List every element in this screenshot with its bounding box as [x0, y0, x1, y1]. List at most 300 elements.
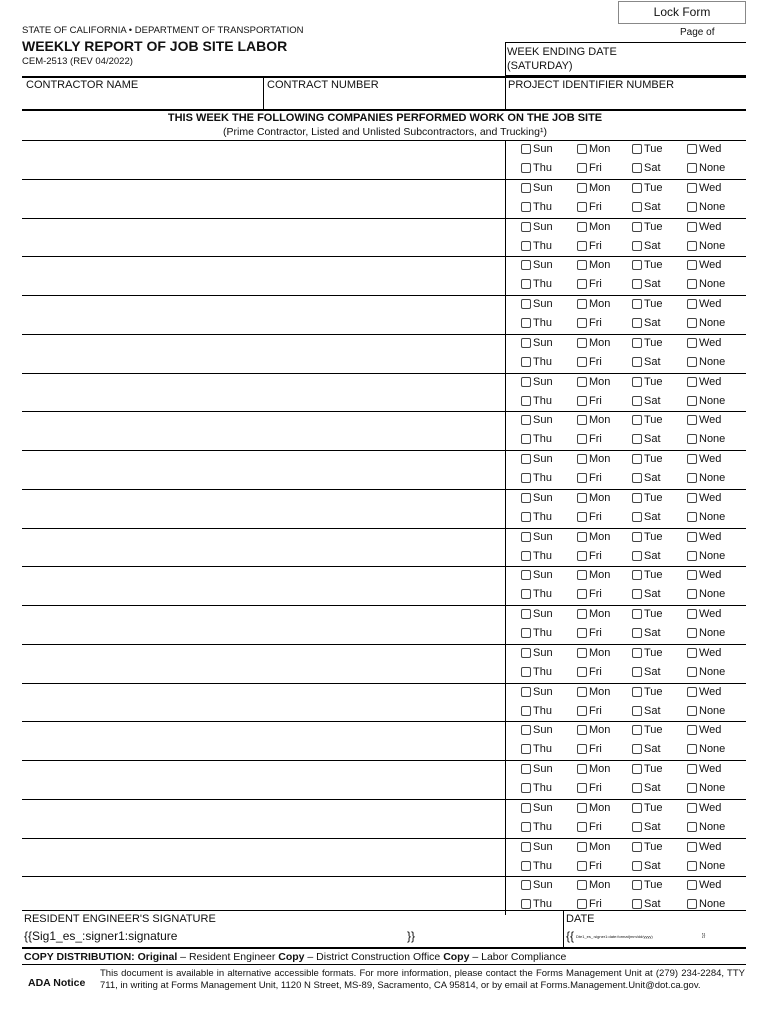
day-checkbox-sun[interactable]	[521, 221, 553, 233]
checkbox-icon[interactable]	[577, 706, 587, 716]
checkbox-icon[interactable]	[687, 396, 697, 406]
checkbox-icon[interactable]	[577, 783, 587, 793]
day-checkbox-wed[interactable]	[687, 531, 721, 543]
checkbox-icon[interactable]	[632, 687, 642, 697]
checkbox-icon[interactable]	[687, 899, 697, 909]
day-checkbox-fri[interactable]	[577, 511, 602, 523]
day-checkbox-sun[interactable]	[521, 879, 553, 891]
checkbox-icon[interactable]	[521, 357, 531, 367]
day-checkbox-mon[interactable]	[577, 221, 610, 233]
day-checkbox-fri[interactable]	[577, 860, 602, 872]
checkbox-icon[interactable]	[577, 299, 587, 309]
day-checkbox-fri[interactable]	[577, 433, 602, 445]
checkbox-icon[interactable]	[687, 648, 697, 658]
checkbox-icon[interactable]	[521, 512, 531, 522]
day-checkbox-none[interactable]	[687, 472, 725, 484]
checkbox-icon[interactable]	[687, 822, 697, 832]
checkbox-icon[interactable]	[632, 822, 642, 832]
day-checkbox-fri[interactable]	[577, 705, 602, 717]
checkbox-icon[interactable]	[577, 396, 587, 406]
day-checkbox-none[interactable]	[687, 395, 725, 407]
checkbox-icon[interactable]	[521, 377, 531, 387]
checkbox-icon[interactable]	[577, 570, 587, 580]
checkbox-icon[interactable]	[577, 279, 587, 289]
checkbox-icon[interactable]	[632, 551, 642, 561]
company-name-field[interactable]	[24, 141, 502, 178]
checkbox-icon[interactable]	[632, 861, 642, 871]
checkbox-icon[interactable]	[577, 764, 587, 774]
company-name-field[interactable]	[24, 180, 502, 217]
day-checkbox-wed[interactable]	[687, 298, 721, 310]
day-checkbox-thu[interactable]	[521, 898, 552, 910]
day-checkbox-wed[interactable]	[687, 686, 721, 698]
day-checkbox-tue[interactable]	[632, 182, 663, 194]
day-checkbox-wed[interactable]	[687, 453, 721, 465]
checkbox-icon[interactable]	[521, 803, 531, 813]
day-checkbox-wed[interactable]	[687, 414, 721, 426]
checkbox-icon[interactable]	[577, 725, 587, 735]
day-checkbox-thu[interactable]	[521, 356, 552, 368]
day-checkbox-mon[interactable]	[577, 337, 610, 349]
checkbox-icon[interactable]	[521, 744, 531, 754]
day-checkbox-none[interactable]	[687, 898, 725, 910]
checkbox-icon[interactable]	[521, 396, 531, 406]
day-checkbox-thu[interactable]	[521, 240, 552, 252]
day-checkbox-none[interactable]	[687, 511, 725, 523]
checkbox-icon[interactable]	[632, 183, 642, 193]
day-checkbox-sun[interactable]	[521, 453, 553, 465]
checkbox-icon[interactable]	[632, 899, 642, 909]
checkbox-icon[interactable]	[687, 512, 697, 522]
day-checkbox-sun[interactable]	[521, 414, 553, 426]
checkbox-icon[interactable]	[687, 241, 697, 251]
day-checkbox-mon[interactable]	[577, 569, 610, 581]
day-checkbox-sat[interactable]	[632, 550, 661, 562]
day-checkbox-mon[interactable]	[577, 686, 610, 698]
day-checkbox-thu[interactable]	[521, 201, 552, 213]
day-checkbox-sun[interactable]	[521, 841, 553, 853]
day-checkbox-none[interactable]	[687, 550, 725, 562]
day-checkbox-sat[interactable]	[632, 317, 661, 329]
day-checkbox-fri[interactable]	[577, 278, 602, 290]
checkbox-icon[interactable]	[687, 202, 697, 212]
company-name-field[interactable]	[24, 374, 502, 411]
day-checkbox-thu[interactable]	[521, 278, 552, 290]
day-checkbox-sun[interactable]	[521, 608, 553, 620]
day-checkbox-wed[interactable]	[687, 724, 721, 736]
checkbox-icon[interactable]	[521, 725, 531, 735]
checkbox-icon[interactable]	[687, 551, 697, 561]
day-checkbox-thu[interactable]	[521, 511, 552, 523]
checkbox-icon[interactable]	[632, 241, 642, 251]
checkbox-icon[interactable]	[632, 338, 642, 348]
day-checkbox-mon[interactable]	[577, 531, 610, 543]
day-checkbox-sat[interactable]	[632, 356, 661, 368]
day-checkbox-sat[interactable]	[632, 782, 661, 794]
day-checkbox-fri[interactable]	[577, 666, 602, 678]
checkbox-icon[interactable]	[632, 377, 642, 387]
day-checkbox-sun[interactable]	[521, 531, 553, 543]
day-checkbox-wed[interactable]	[687, 337, 721, 349]
checkbox-icon[interactable]	[521, 299, 531, 309]
checkbox-icon[interactable]	[632, 589, 642, 599]
day-checkbox-tue[interactable]	[632, 608, 663, 620]
day-checkbox-tue[interactable]	[632, 453, 663, 465]
checkbox-icon[interactable]	[577, 822, 587, 832]
company-name-field[interactable]	[24, 761, 502, 798]
day-checkbox-wed[interactable]	[687, 492, 721, 504]
day-checkbox-none[interactable]	[687, 588, 725, 600]
company-name-field[interactable]	[24, 257, 502, 294]
checkbox-icon[interactable]	[521, 861, 531, 871]
day-checkbox-mon[interactable]	[577, 763, 610, 775]
day-checkbox-fri[interactable]	[577, 201, 602, 213]
checkbox-icon[interactable]	[632, 454, 642, 464]
day-checkbox-none[interactable]	[687, 201, 725, 213]
day-checkbox-sat[interactable]	[632, 240, 661, 252]
checkbox-icon[interactable]	[632, 415, 642, 425]
checkbox-icon[interactable]	[577, 493, 587, 503]
checkbox-icon[interactable]	[577, 609, 587, 619]
day-checkbox-fri[interactable]	[577, 821, 602, 833]
checkbox-icon[interactable]	[521, 454, 531, 464]
checkbox-icon[interactable]	[577, 163, 587, 173]
checkbox-icon[interactable]	[687, 415, 697, 425]
company-name-field[interactable]	[24, 606, 502, 643]
day-checkbox-tue[interactable]	[632, 569, 663, 581]
day-checkbox-sat[interactable]	[632, 395, 661, 407]
day-checkbox-sat[interactable]	[632, 278, 661, 290]
day-checkbox-wed[interactable]	[687, 182, 721, 194]
checkbox-icon[interactable]	[577, 861, 587, 871]
day-checkbox-mon[interactable]	[577, 492, 610, 504]
day-checkbox-sat[interactable]	[632, 162, 661, 174]
checkbox-icon[interactable]	[521, 706, 531, 716]
checkbox-icon[interactable]	[521, 144, 531, 154]
company-name-field[interactable]	[24, 645, 502, 682]
checkbox-icon[interactable]	[577, 415, 587, 425]
day-checkbox-fri[interactable]	[577, 627, 602, 639]
checkbox-icon[interactable]	[521, 241, 531, 251]
checkbox-icon[interactable]	[632, 842, 642, 852]
day-checkbox-fri[interactable]	[577, 317, 602, 329]
day-checkbox-sun[interactable]	[521, 802, 553, 814]
checkbox-icon[interactable]	[521, 279, 531, 289]
checkbox-icon[interactable]	[577, 803, 587, 813]
checkbox-icon[interactable]	[577, 338, 587, 348]
checkbox-icon[interactable]	[632, 357, 642, 367]
company-name-field[interactable]	[24, 451, 502, 488]
day-checkbox-tue[interactable]	[632, 724, 663, 736]
checkbox-icon[interactable]	[521, 764, 531, 774]
day-checkbox-fri[interactable]	[577, 162, 602, 174]
checkbox-icon[interactable]	[577, 241, 587, 251]
checkbox-icon[interactable]	[521, 899, 531, 909]
day-checkbox-sat[interactable]	[632, 705, 661, 717]
checkbox-icon[interactable]	[632, 396, 642, 406]
checkbox-icon[interactable]	[577, 648, 587, 658]
company-name-field[interactable]	[24, 335, 502, 372]
checkbox-icon[interactable]	[521, 338, 531, 348]
checkbox-icon[interactable]	[577, 222, 587, 232]
checkbox-icon[interactable]	[687, 706, 697, 716]
checkbox-icon[interactable]	[687, 880, 697, 890]
checkbox-icon[interactable]	[577, 589, 587, 599]
day-checkbox-sat[interactable]	[632, 821, 661, 833]
day-checkbox-none[interactable]	[687, 782, 725, 794]
company-name-field[interactable]	[24, 412, 502, 449]
company-name-field[interactable]	[24, 684, 502, 721]
checkbox-icon[interactable]	[632, 570, 642, 580]
day-checkbox-tue[interactable]	[632, 259, 663, 271]
company-name-field[interactable]	[24, 567, 502, 604]
checkbox-icon[interactable]	[632, 628, 642, 638]
day-checkbox-mon[interactable]	[577, 298, 610, 310]
checkbox-icon[interactable]	[577, 357, 587, 367]
checkbox-icon[interactable]	[577, 454, 587, 464]
day-checkbox-thu[interactable]	[521, 433, 552, 445]
day-checkbox-tue[interactable]	[632, 686, 663, 698]
day-checkbox-wed[interactable]	[687, 879, 721, 891]
checkbox-icon[interactable]	[577, 377, 587, 387]
checkbox-icon[interactable]	[521, 880, 531, 890]
day-checkbox-sun[interactable]	[521, 724, 553, 736]
day-checkbox-fri[interactable]	[577, 782, 602, 794]
day-checkbox-mon[interactable]	[577, 143, 610, 155]
checkbox-icon[interactable]	[687, 861, 697, 871]
checkbox-icon[interactable]	[632, 434, 642, 444]
checkbox-icon[interactable]	[687, 318, 697, 328]
day-checkbox-mon[interactable]	[577, 182, 610, 194]
checkbox-icon[interactable]	[632, 783, 642, 793]
checkbox-icon[interactable]	[577, 202, 587, 212]
day-checkbox-thu[interactable]	[521, 162, 552, 174]
company-name-field[interactable]	[24, 490, 502, 527]
checkbox-icon[interactable]	[632, 144, 642, 154]
day-checkbox-wed[interactable]	[687, 763, 721, 775]
checkbox-icon[interactable]	[577, 144, 587, 154]
day-checkbox-mon[interactable]	[577, 259, 610, 271]
day-checkbox-mon[interactable]	[577, 453, 610, 465]
checkbox-icon[interactable]	[521, 202, 531, 212]
checkbox-icon[interactable]	[632, 299, 642, 309]
checkbox-icon[interactable]	[687, 260, 697, 270]
checkbox-icon[interactable]	[577, 899, 587, 909]
checkbox-icon[interactable]	[632, 725, 642, 735]
checkbox-icon[interactable]	[687, 842, 697, 852]
checkbox-icon[interactable]	[687, 744, 697, 754]
day-checkbox-wed[interactable]	[687, 569, 721, 581]
checkbox-icon[interactable]	[632, 648, 642, 658]
contract-number-field[interactable]	[266, 92, 502, 108]
checkbox-icon[interactable]	[632, 532, 642, 542]
checkbox-icon[interactable]	[687, 377, 697, 387]
checkbox-icon[interactable]	[577, 744, 587, 754]
day-checkbox-thu[interactable]	[521, 588, 552, 600]
checkbox-icon[interactable]	[687, 163, 697, 173]
day-checkbox-tue[interactable]	[632, 492, 663, 504]
day-checkbox-tue[interactable]	[632, 802, 663, 814]
day-checkbox-thu[interactable]	[521, 550, 552, 562]
checkbox-icon[interactable]	[521, 473, 531, 483]
checkbox-icon[interactable]	[632, 706, 642, 716]
day-checkbox-none[interactable]	[687, 860, 725, 872]
checkbox-icon[interactable]	[632, 512, 642, 522]
checkbox-icon[interactable]	[632, 163, 642, 173]
checkbox-icon[interactable]	[687, 222, 697, 232]
company-name-field[interactable]	[24, 529, 502, 566]
day-checkbox-thu[interactable]	[521, 705, 552, 717]
checkbox-icon[interactable]	[687, 609, 697, 619]
day-checkbox-thu[interactable]	[521, 472, 552, 484]
day-checkbox-sun[interactable]	[521, 569, 553, 581]
checkbox-icon[interactable]	[687, 493, 697, 503]
day-checkbox-none[interactable]	[687, 162, 725, 174]
day-checkbox-tue[interactable]	[632, 414, 663, 426]
day-checkbox-fri[interactable]	[577, 240, 602, 252]
day-checkbox-sat[interactable]	[632, 898, 661, 910]
day-checkbox-mon[interactable]	[577, 879, 610, 891]
checkbox-icon[interactable]	[632, 260, 642, 270]
checkbox-icon[interactable]	[632, 609, 642, 619]
day-checkbox-thu[interactable]	[521, 317, 552, 329]
checkbox-icon[interactable]	[687, 589, 697, 599]
checkbox-icon[interactable]	[687, 338, 697, 348]
day-checkbox-wed[interactable]	[687, 143, 721, 155]
checkbox-icon[interactable]	[521, 260, 531, 270]
checkbox-icon[interactable]	[521, 842, 531, 852]
company-name-field[interactable]	[24, 800, 502, 837]
checkbox-icon[interactable]	[577, 183, 587, 193]
checkbox-icon[interactable]	[521, 415, 531, 425]
checkbox-icon[interactable]	[577, 667, 587, 677]
day-checkbox-tue[interactable]	[632, 841, 663, 853]
day-checkbox-tue[interactable]	[632, 143, 663, 155]
day-checkbox-none[interactable]	[687, 240, 725, 252]
day-checkbox-thu[interactable]	[521, 743, 552, 755]
checkbox-icon[interactable]	[687, 725, 697, 735]
signature-field[interactable]: {{Sig1_es_:signer1:signature	[24, 929, 178, 943]
checkbox-icon[interactable]	[632, 764, 642, 774]
day-checkbox-sat[interactable]	[632, 743, 661, 755]
day-checkbox-none[interactable]	[687, 627, 725, 639]
day-checkbox-sat[interactable]	[632, 433, 661, 445]
checkbox-icon[interactable]	[521, 222, 531, 232]
checkbox-icon[interactable]	[521, 589, 531, 599]
day-checkbox-fri[interactable]	[577, 550, 602, 562]
day-checkbox-sun[interactable]	[521, 182, 553, 194]
checkbox-icon[interactable]	[521, 532, 531, 542]
day-checkbox-thu[interactable]	[521, 821, 552, 833]
company-name-field[interactable]	[24, 722, 502, 759]
day-checkbox-sun[interactable]	[521, 686, 553, 698]
checkbox-icon[interactable]	[632, 318, 642, 328]
checkbox-icon[interactable]	[521, 551, 531, 561]
day-checkbox-tue[interactable]	[632, 376, 663, 388]
day-checkbox-thu[interactable]	[521, 395, 552, 407]
day-checkbox-sun[interactable]	[521, 259, 553, 271]
day-checkbox-tue[interactable]	[632, 647, 663, 659]
day-checkbox-tue[interactable]	[632, 531, 663, 543]
checkbox-icon[interactable]	[577, 260, 587, 270]
day-checkbox-wed[interactable]	[687, 802, 721, 814]
checkbox-icon[interactable]	[632, 202, 642, 212]
day-checkbox-sat[interactable]	[632, 201, 661, 213]
checkbox-icon[interactable]	[521, 434, 531, 444]
checkbox-icon[interactable]	[687, 183, 697, 193]
checkbox-icon[interactable]	[687, 473, 697, 483]
checkbox-icon[interactable]	[521, 493, 531, 503]
day-checkbox-sun[interactable]	[521, 376, 553, 388]
day-checkbox-mon[interactable]	[577, 841, 610, 853]
day-checkbox-sat[interactable]	[632, 588, 661, 600]
day-checkbox-sat[interactable]	[632, 666, 661, 678]
checkbox-icon[interactable]	[577, 434, 587, 444]
checkbox-icon[interactable]	[687, 628, 697, 638]
day-checkbox-mon[interactable]	[577, 647, 610, 659]
day-checkbox-sat[interactable]	[632, 511, 661, 523]
checkbox-icon[interactable]	[521, 318, 531, 328]
checkbox-icon[interactable]	[687, 279, 697, 289]
checkbox-icon[interactable]	[687, 299, 697, 309]
day-checkbox-none[interactable]	[687, 821, 725, 833]
day-checkbox-fri[interactable]	[577, 898, 602, 910]
day-checkbox-tue[interactable]	[632, 221, 663, 233]
day-checkbox-mon[interactable]	[577, 802, 610, 814]
checkbox-icon[interactable]	[632, 222, 642, 232]
day-checkbox-sun[interactable]	[521, 492, 553, 504]
checkbox-icon[interactable]	[521, 667, 531, 677]
checkbox-icon[interactable]	[577, 318, 587, 328]
day-checkbox-none[interactable]	[687, 743, 725, 755]
date-field[interactable]: {{	[566, 929, 575, 943]
checkbox-icon[interactable]	[521, 163, 531, 173]
checkbox-icon[interactable]	[632, 493, 642, 503]
day-checkbox-none[interactable]	[687, 705, 725, 717]
day-checkbox-mon[interactable]	[577, 608, 610, 620]
day-checkbox-wed[interactable]	[687, 259, 721, 271]
day-checkbox-tue[interactable]	[632, 337, 663, 349]
checkbox-icon[interactable]	[577, 842, 587, 852]
day-checkbox-thu[interactable]	[521, 782, 552, 794]
day-checkbox-wed[interactable]	[687, 647, 721, 659]
checkbox-icon[interactable]	[521, 783, 531, 793]
day-checkbox-fri[interactable]	[577, 588, 602, 600]
day-checkbox-wed[interactable]	[687, 841, 721, 853]
checkbox-icon[interactable]	[521, 183, 531, 193]
checkbox-icon[interactable]	[687, 532, 697, 542]
company-name-field[interactable]	[24, 877, 502, 914]
day-checkbox-sat[interactable]	[632, 472, 661, 484]
company-name-field[interactable]	[24, 296, 502, 333]
checkbox-icon[interactable]	[577, 512, 587, 522]
checkbox-icon[interactable]	[687, 357, 697, 367]
company-name-field[interactable]	[24, 839, 502, 876]
day-checkbox-sun[interactable]	[521, 337, 553, 349]
checkbox-icon[interactable]	[632, 667, 642, 677]
checkbox-icon[interactable]	[687, 454, 697, 464]
checkbox-icon[interactable]	[577, 628, 587, 638]
checkbox-icon[interactable]	[687, 570, 697, 580]
checkbox-icon[interactable]	[687, 783, 697, 793]
checkbox-icon[interactable]	[632, 880, 642, 890]
day-checkbox-thu[interactable]	[521, 627, 552, 639]
day-checkbox-thu[interactable]	[521, 860, 552, 872]
checkbox-icon[interactable]	[521, 609, 531, 619]
checkbox-icon[interactable]	[687, 667, 697, 677]
day-checkbox-none[interactable]	[687, 317, 725, 329]
day-checkbox-wed[interactable]	[687, 608, 721, 620]
